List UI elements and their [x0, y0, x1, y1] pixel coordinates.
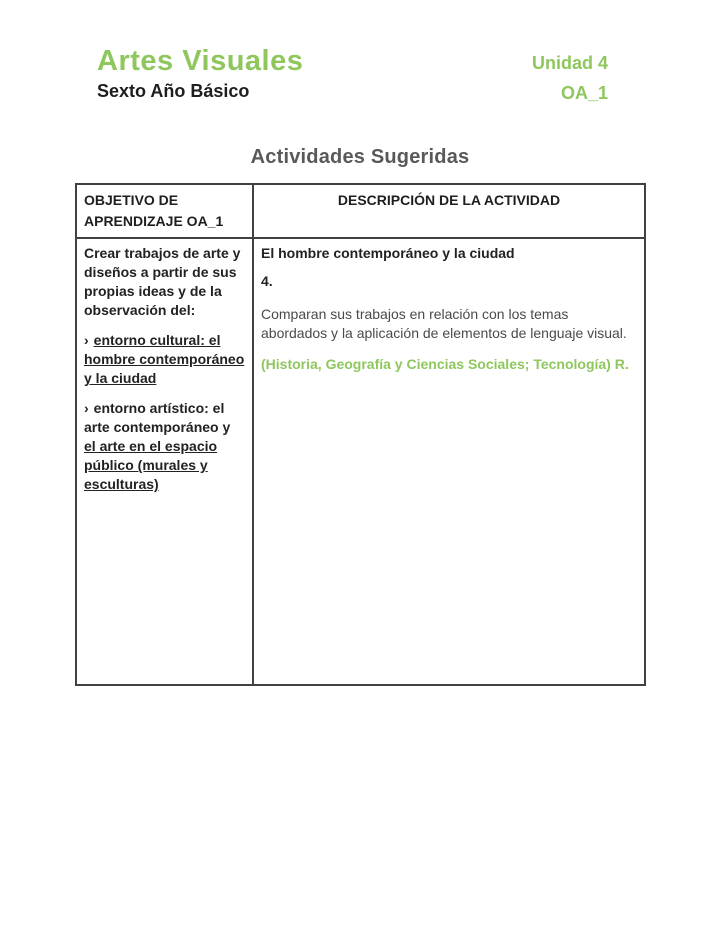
activity-title: El hombre contemporáneo y la ciudad: [261, 245, 515, 262]
activity-description: Comparan sus trabajos en relación con los temas abordados y la aplicación de elementos de lenguaje visual.: [261, 306, 627, 342]
objective-cell: [76, 238, 253, 685]
objective-column-header: OBJETIVO DE APRENDIZAJE OA_1: [76, 184, 253, 238]
description-column-header: DESCRIPCIÓN DE LA ACTIVIDAD: [253, 184, 645, 238]
bullet-plain-text: entorno artístico: el arte contemporáneo y: [84, 400, 231, 436]
activity-related-subjects: (Historia, Geografía y Ciencias Sociales; Tecnología) R.: [261, 356, 629, 373]
activity-cell: [253, 238, 645, 685]
activity-number: 4.: [261, 273, 273, 290]
doc-subtitle: Sexto Año Básico: [97, 80, 250, 101]
table-body-row: [76, 238, 645, 685]
objective-bullet-cultural: [84, 331, 245, 388]
bullet-marker: ›: [84, 400, 89, 417]
objective-intro: Crear trabajos de arte y diseños a partir de sus propias ideas y de la observación del:: [84, 245, 241, 319]
bullet-underlined-text: entorno cultural: el hombre contemporáneo y la ciudad: [84, 332, 245, 387]
activities-table: [75, 183, 646, 686]
unit-label: Unidad 4: [531, 53, 608, 73]
page-heading: Actividades Sugeridas: [250, 146, 470, 169]
table-header-row: [76, 184, 645, 238]
bullet-underlined-text: el arte en el espacio público (murales y esculturas): [84, 438, 218, 493]
objective-bullet-artistico: [84, 399, 245, 494]
doc-title: Artes Visuales: [97, 45, 304, 77]
header-left: [97, 44, 303, 101]
document-header: [0, 0, 720, 103]
oa-label: OA_1: [560, 82, 608, 103]
header-right: [532, 44, 608, 103]
bullet-marker: ›: [84, 332, 89, 349]
